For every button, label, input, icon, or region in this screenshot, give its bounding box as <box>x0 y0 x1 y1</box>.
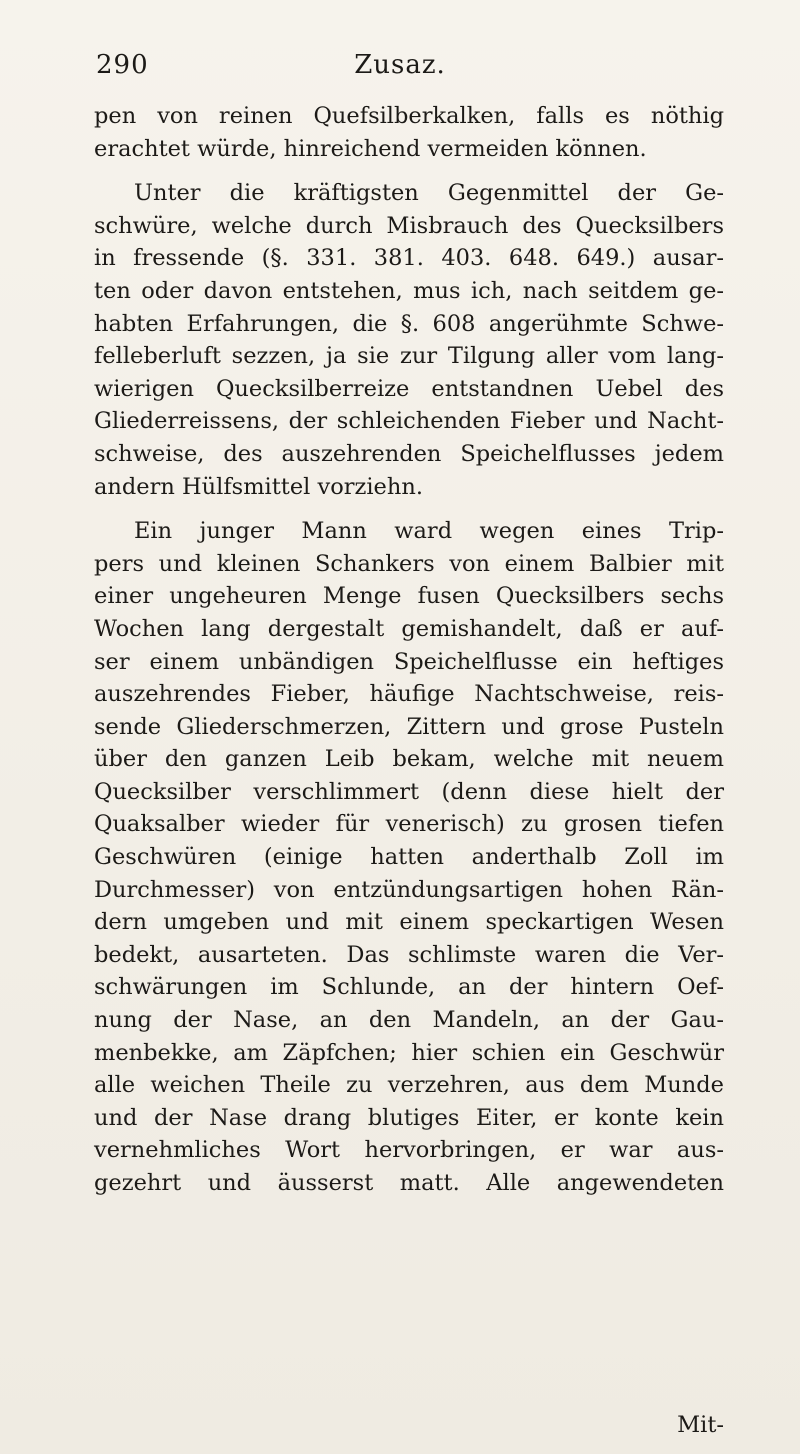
text-line: gezehrt und äusserst matt. Alle angewendeten <box>94 1170 724 1196</box>
text-line: schwärungen im Schlunde, an der hintern Oef- <box>94 974 724 1001</box>
text-line: über den ganzen Leib bekam, welche mit neuem <box>94 746 724 773</box>
page-header <box>96 50 704 90</box>
text-line: Quaksalber wieder für venerisch) zu grosen tiefen <box>94 811 724 838</box>
text-line: bedekt, ausarteten. Das schlimste waren die Ver- <box>94 941 724 968</box>
text-line: in fressende (§. 331. 381. 403. 648. 649.) ausar- <box>94 245 724 272</box>
text-line: andern Hülfsmittel vorziehn. <box>94 473 423 500</box>
text-line: menbekke, am Zäpfchen; hier schien ein Geschwür <box>94 1039 724 1066</box>
text-line: und der Nase drang blutiges Eiter, er konte kein <box>94 1104 724 1131</box>
text-line: auszehrendes Fieber, häufige Nachtschweise, reis- <box>94 681 724 708</box>
text-line: einer ungeheuren Menge fusen Quecksilbers sechs <box>94 583 724 610</box>
text-line: Wochen lang dergestalt gemishandelt, daß er auf- <box>94 615 724 642</box>
text-line: sende Gliederschmerzen, Zittern und grose Pusteln <box>94 713 724 740</box>
text-line: Unter die kräftigsten Gegenmittel der Ge- <box>134 180 724 207</box>
text-line: Ein junger Mann ward wegen eines Trip- <box>134 518 724 545</box>
text-line: Quecksilber verschlimmert (denn diese hielt der <box>94 778 724 805</box>
body-text <box>94 100 724 1200</box>
text-line: nung der Nase, an den Mandeln, an der Gau- <box>94 1007 724 1034</box>
text-line: schwüre, welche durch Misbrauch des Quecksilbers <box>94 212 724 239</box>
text-line: vernehmliches Wort hervorbringen, er war aus- <box>94 1137 724 1164</box>
running-head: Zusaz. <box>354 50 446 80</box>
text-line: Durchmesser) von entzündungsartigen hohen Rän- <box>94 876 724 903</box>
text-line: pen von reinen Quefsilberkalken, falls es nöthig <box>94 103 724 129</box>
text-line: pers und kleinen Schankers von einem Balbier mit <box>94 550 724 577</box>
text-line: habten Erfahrungen, die §. 608 angerühmte Schwe- <box>94 310 724 337</box>
page-number: 290 <box>96 50 149 80</box>
text-line: dern umgeben und mit einem speckartigen Wesen <box>94 909 724 936</box>
catchword: Mit- <box>677 1412 724 1438</box>
text-line: Gliederreissens, der schleichenden Fieber und Nacht- <box>94 408 724 435</box>
text-line: ser einem unbändigen Speichelflusse ein heftiges <box>94 648 724 675</box>
text-line: Geschwüren (einige hatten anderthalb Zoll im <box>94 844 724 871</box>
text-line: alle weichen Theile zu verzehren, aus dem Munde <box>94 1072 724 1099</box>
text-line: erachtet würde, hinreichend vermeiden können. <box>94 135 647 162</box>
text-line: wierigen Quecksilberreize entstandnen Uebel des <box>94 375 724 402</box>
text-line: schweise, des auszehrenden Speichelflusses jedem <box>94 440 724 467</box>
text-line: ten oder davon entstehen, mus ich, nach seitdem ge- <box>94 277 724 304</box>
text-line: felleberluft sezzen, ja sie zur Tilgung aller vom lang- <box>94 343 724 370</box>
